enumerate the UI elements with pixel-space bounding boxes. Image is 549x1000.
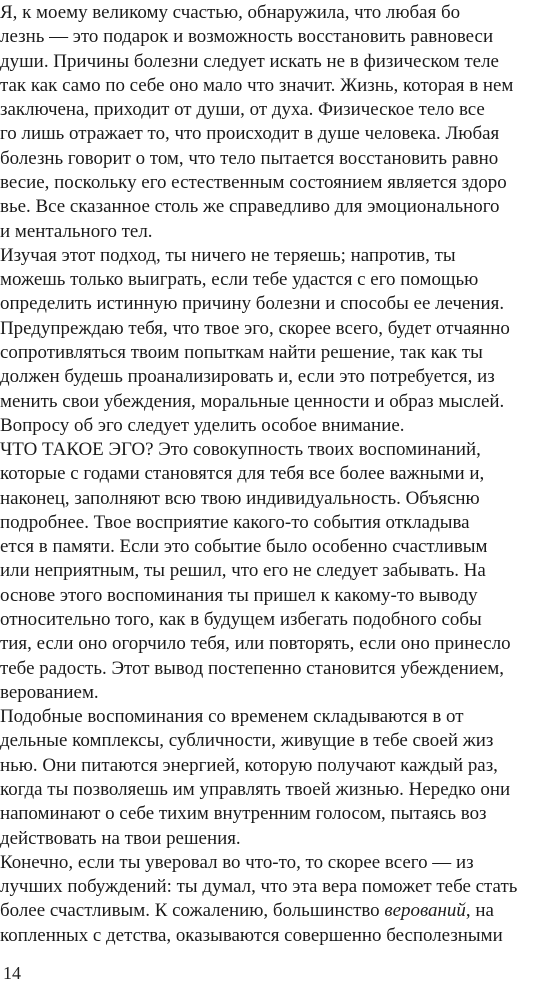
- text-line: тебе радость. Этот вывод постепенно становится убеждением,: [0, 657, 505, 679]
- text-line: дельные комплексы, субличности, живущие в тебе своей жиз: [0, 730, 494, 752]
- text-run: , на: [465, 900, 494, 922]
- text-line: которые с годами становятся для тебя все более важными и,: [0, 463, 485, 485]
- text-line: го лишь отражает то, что происходит в душе человека. Любая: [0, 123, 500, 145]
- text-line: или неприятным, ты решил, что его не следует забывать. На: [0, 560, 486, 582]
- text-line: так как само по себе оно мало что значит. Жизнь, которая в нем: [0, 74, 514, 96]
- text-line: можешь только выиграть, если тебе удастся с его помощью: [0, 269, 479, 291]
- text-line: Конечно, если ты уверовал во что-то, то скорее всего — из: [0, 851, 474, 873]
- text-line: тия, если оно огорчило тебя, или повторять, если оно принесло: [0, 633, 511, 655]
- text-line: ЧТО ТАКОЕ ЭГО? Это совокупность твоих воспоминаний,: [0, 439, 481, 461]
- text-line: относительно того, как в будущем избегать подобного собы: [0, 609, 482, 631]
- text-line: действовать на твои решения.: [0, 827, 241, 849]
- text-line: менить свои убеждения, моральные ценности и образ мыслей.: [0, 390, 505, 412]
- text-line: когда ты позволяешь им управлять твоей жизнью. Нередко они: [0, 779, 511, 801]
- text-line: заключена, приходит от души, от духа. Физическое тело все: [0, 99, 485, 121]
- text-line: наконец, заполняют всю твою индивидуальность. Объясню: [0, 487, 480, 509]
- text-line: Вопросу об эго следует уделить особое внимание.: [0, 414, 405, 436]
- italic-term: верований: [384, 900, 466, 922]
- text-line: [0, 899, 494, 923]
- text-line: Изучая этот подход, ты ничего не теряешь; напротив, ты: [0, 244, 456, 266]
- text-line: основе этого воспоминания ты пришел к какому-то выводу: [0, 584, 478, 606]
- text-line: Я, к моему великому счастью, обнаружила, что любая бо: [0, 2, 461, 23]
- text-line: Подобные воспоминания со временем складываются в от: [0, 706, 464, 728]
- text-line: лезнь — это подарок и возможность восстановить равновеси: [0, 26, 494, 48]
- text-line: Предупреждаю тебя, что твое эго, скорее всего, будет отчаянно: [0, 317, 510, 339]
- text-line: должен будешь проанализировать и, если это потребуется, из: [0, 366, 495, 388]
- page-number: 14: [3, 963, 21, 983]
- text-line: определить истинную причину болезни и способы ее лечения.: [0, 293, 505, 315]
- text-line: верованием.: [0, 681, 99, 703]
- text-line: сопротивляться твоим попыткам найти решение, так как ты: [0, 341, 483, 363]
- text-line: души. Причины болезни следует искать не в физическом теле: [0, 50, 499, 72]
- text-line: ется в памяти. Если это событие было особенно счастливым: [0, 536, 488, 558]
- text-run: более счастливым. К сожалению, большинство: [0, 900, 385, 922]
- text-line: весие, поскольку его естественным состоянием является здоро: [0, 171, 507, 193]
- text-line: напоминают о себе тихим внутренним голосом, пытаясь воз: [0, 803, 487, 825]
- text-line: лучших побуждений: ты думал, что эта вера поможет тебе стать: [0, 876, 518, 898]
- text-line: болезнь говорит о том, что тело пытается восстановить равно: [0, 147, 499, 169]
- text-line: нью. Они питаются энергией, которую получают каждый раз,: [0, 754, 498, 776]
- text-line: вье. Все сказанное столь же справедливо для эмоционального: [0, 196, 500, 218]
- text-line: копленных с детства, оказываются совершенно бесполезными: [0, 924, 503, 946]
- text-line: подробнее. Твое восприятие какого-то события откладыва: [0, 511, 470, 533]
- text-line: и ментального тел.: [0, 220, 153, 242]
